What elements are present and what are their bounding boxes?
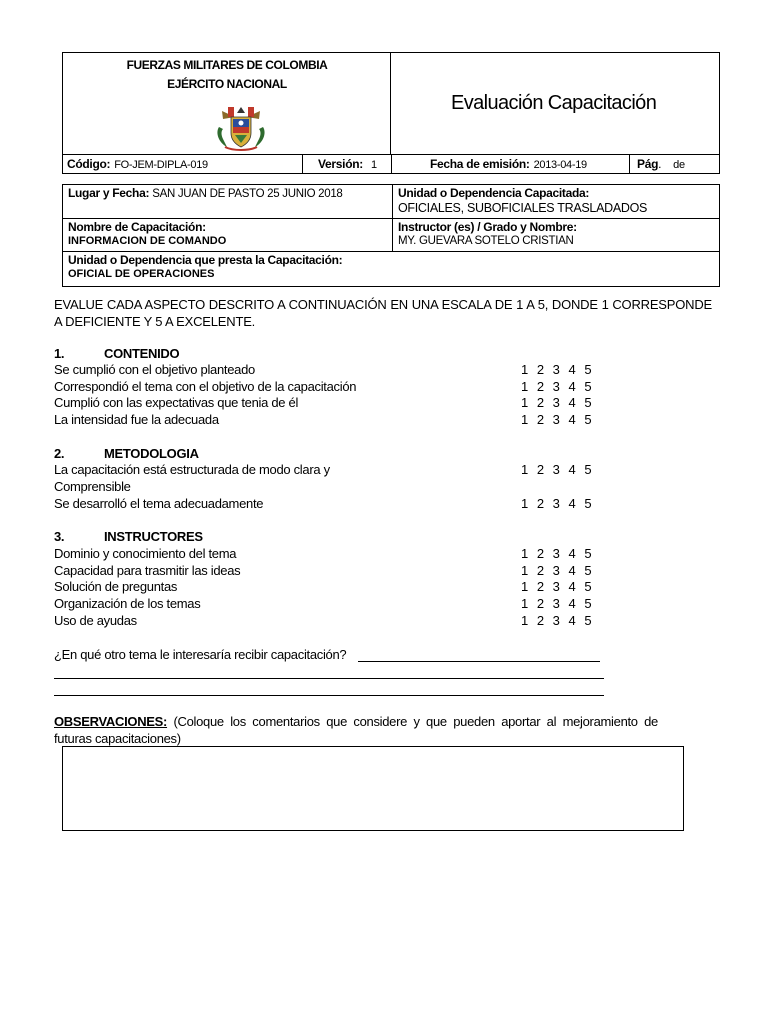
question-item: Dominio y conocimiento del tema: [54, 546, 237, 561]
unidad-capacitada-cell: [393, 186, 719, 215]
nombre-capacitacion-label: Nombre de Capacitación:: [68, 220, 206, 234]
other-topic-answer-line[interactable]: [358, 661, 600, 662]
question-item: Cumplió con las expectativas que tenia de él: [54, 395, 299, 410]
version-value: 1: [370, 159, 377, 171]
question-item: Organización de los temas: [54, 596, 201, 611]
other-topic-answer-line[interactable]: [54, 678, 604, 679]
rating-scale[interactable]: 1 2 3 4 5: [521, 462, 592, 477]
unidad-presta-cell: [63, 253, 719, 280]
observaciones-box[interactable]: [62, 746, 684, 831]
nombre-capacitacion-cell: [63, 220, 392, 247]
organization-cell: [63, 53, 391, 154]
title-cell: [391, 53, 719, 154]
unidad-capacitada-label: Unidad o Dependencia Capacitada:: [398, 186, 590, 200]
document-title: Evaluación Capacitación: [451, 92, 657, 114]
question-item: Se cumplió con el objetivo planteado: [54, 362, 255, 377]
codigo-field: [67, 155, 208, 174]
question-item: Se desarrolló el tema adecuadamente: [54, 496, 264, 511]
question-item-continuation: Comprensible: [54, 479, 131, 494]
observaciones-instructions: (Coloque los comentarios que considere y que pueden aportar al mejoramiento de futuras capacitaciones): [54, 714, 658, 746]
question-item: Solución de preguntas: [54, 579, 178, 594]
section-instructores-title: 3. INSTRUCTORES: [54, 529, 203, 544]
observaciones-label: OBSERVACIONES:: [54, 714, 168, 729]
section-contenido-title: 1. CONTENIDO: [54, 346, 180, 361]
lugar-fecha-value: SAN JUAN DE PASTO 25 JUNIO 2018: [152, 188, 343, 200]
section-metodologia-title: 2. METODOLOGIA: [54, 446, 199, 461]
codigo-label: Código:: [67, 157, 111, 171]
unidad-presta-label: Unidad o Dependencia que presta la Capacitación:: [68, 253, 343, 267]
rating-scale[interactable]: 1 2 3 4 5: [521, 563, 592, 578]
version-label: Versión:: [318, 157, 363, 171]
rating-scale[interactable]: 1 2 3 4 5: [521, 596, 592, 611]
unidad-presta-value: OFICIAL DE OPERACIONES: [68, 268, 215, 280]
question-item: La intensidad fue la adecuada: [54, 412, 219, 427]
rating-scale[interactable]: 1 2 3 4 5: [521, 579, 592, 594]
unidad-capacitada-value: OFICIALES, SUBOFICIALES TRASLADADOS: [398, 201, 648, 215]
rating-scale[interactable]: 1 2 3 4 5: [521, 613, 592, 628]
question-item: Uso de ayudas: [54, 613, 137, 628]
pagina-label: Pág: [637, 157, 659, 171]
question-item: Correspondió el tema con el objetivo de la capacitación: [54, 379, 357, 394]
instructor-cell: [393, 220, 719, 247]
instructor-value: MY. GUEVARA SOTELO CRISTIAN: [398, 235, 574, 247]
army-crest-icon: [213, 103, 269, 153]
training-info-table: [62, 184, 720, 287]
other-topic-answer-line[interactable]: [54, 695, 604, 696]
fecha-emision-value: 2013-04-19: [533, 159, 587, 171]
rating-scale[interactable]: 1 2 3 4 5: [521, 395, 592, 410]
header-table: [62, 52, 720, 174]
rating-scale[interactable]: 1 2 3 4 5: [521, 496, 592, 511]
codigo-value: FO-JEM-DIPLA-019: [114, 159, 208, 171]
pagina-dot: .: [658, 157, 662, 171]
instructor-label: Instructor (es) / Grado y Nombre:: [398, 220, 577, 234]
org-name-line2: EJÉRCITO NACIONAL: [167, 77, 287, 91]
org-name-line1: FUERZAS MILITARES DE COLOMBIA: [126, 58, 328, 72]
lugar-fecha-cell: [63, 186, 392, 200]
other-topic-question: ¿En qué otro tema le interesaría recibir capacitación?: [54, 647, 347, 662]
nombre-capacitacion-value: INFORMACION DE COMANDO: [68, 235, 227, 247]
rating-scale[interactable]: 1 2 3 4 5: [521, 362, 592, 377]
pagina-field: [637, 155, 685, 174]
question-item: Capacidad para trasmitir las ideas: [54, 563, 241, 578]
pagina-de: de: [673, 159, 685, 171]
question-item: La capacitación está estructurada de modo clara y: [54, 462, 330, 477]
lugar-fecha-label: Lugar y Fecha:: [68, 186, 150, 200]
fecha-emision-field: [430, 155, 587, 174]
document-meta-row: [63, 154, 719, 173]
instructions-text: EVALUE CADA ASPECTO DESCRITO A CONTINUACIÓN EN UNA ESCALA DE 1 A 5, DONDE 1 CORRESPONDE A DEFICIENTE Y 5 A EXCELENTE.: [54, 297, 712, 329]
rating-scale[interactable]: 1 2 3 4 5: [521, 546, 592, 561]
observaciones-text: [54, 713, 658, 747]
rating-scale[interactable]: 1 2 3 4 5: [521, 412, 592, 427]
fecha-emision-label: Fecha de emisión:: [430, 157, 530, 171]
version-field: [318, 155, 377, 174]
rating-scale[interactable]: 1 2 3 4 5: [521, 379, 592, 394]
